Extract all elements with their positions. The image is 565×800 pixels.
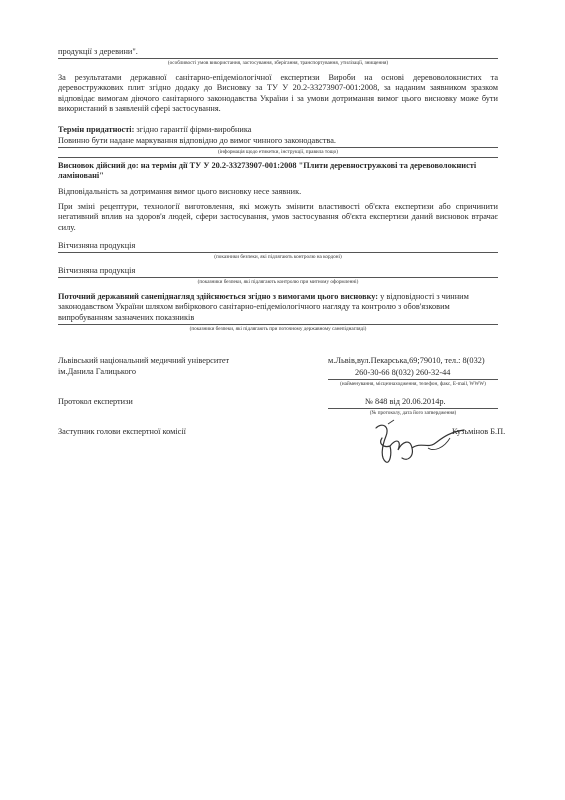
deputy-label: Заступник голови експертної комісії — [58, 427, 186, 436]
shelf-life-value: згідно гарантії фірми-виробника — [134, 125, 252, 134]
validity-statement: Висновок дійсний до: на термін дії ТУ У 20.2-33273907-001:2008 "Плити деревностружкові та деревоволокнисті ламіновані" — [58, 161, 477, 181]
divider — [58, 324, 498, 325]
supervision-label: Поточний державний санепіднагляд здійснюється згідно з вимогами цього висновку: — [58, 292, 379, 301]
divider — [58, 277, 498, 278]
marking-text: Повинно бути надане маркування відповідно до вимог чинного законодавства. — [58, 136, 336, 145]
org-address-line-1: м.Львів,вул.Пекарська,69;79010, тел.: 8(032) — [328, 356, 485, 365]
shelf-life-label: Термін придатності: — [58, 125, 135, 134]
supervision-text: у відповідності з чинним законодавством України шляхом вибіркового санітарно-епідеміологічного нагляду та контролю з обов'язковим випробуванням зазначених показників — [58, 292, 469, 322]
domestic-product-2: Вітчизняна продукція — [58, 266, 136, 275]
signatory-name: Кузьмінов Б.П. — [452, 427, 506, 436]
conclusion-paragraph: За результатами державної санітарно-епідеміологічної експертизи Вироби на основі деревоволокнистих та деревостружкових плит згідно додаку до Висновку за ТУ У 20.2-33273907-001:2008, за наданим заявником зразком відповідає вимогам діючого санітарного законодавства України і за умови дотримання вимог цього висновку може бути використаний в заявленій сфері застосування. — [58, 73, 498, 113]
supervision-paragraph — [58, 292, 498, 323]
shelf-life-line — [58, 125, 251, 135]
divider — [328, 408, 498, 409]
caption-address: (найменування, місцезнаходження, телефон, факс, E-mail, WWW) — [340, 381, 486, 387]
caption-border: (показники безпеки, які підлягають контролю на кордоні) — [214, 254, 342, 260]
responsibility-text: Відповідальність за дотримання вимог цього висновку несе заявник. — [58, 187, 302, 196]
protocol-value: № 848 від 20.06.2014р. — [365, 397, 446, 406]
caption-protocol: (№ протоколу, дата його затвердження) — [369, 410, 457, 416]
divider — [58, 147, 498, 148]
caption-supervision: (показники безпеки, які підлягають при поточному державному санепіднагляді) — [189, 326, 367, 332]
caption-usage: (особливості умов використання, застосування, зберігання, транспортування, утилізації, знищення) — [167, 60, 389, 66]
handwritten-signature — [368, 418, 488, 468]
org-address-line-2: 260-30-66 8(032) 260-32-44 — [355, 368, 451, 377]
org-name-line-1: Львівський національний медичний університет — [58, 356, 230, 365]
protocol-label: Протокол експертизи — [58, 397, 133, 406]
caption-info: (інформація щодо етикетки, інструкції, правила тощо) — [218, 149, 338, 155]
change-paragraph: При зміні рецептури, технології виготовлення, які можуть змінити властивості об'єкта експертизи або спричинити негативний вплив на здоров'я людей, сфери застосування, умов застосування об'єкта експертизи даний висновок втрачає силу. — [58, 202, 498, 232]
org-name-line-2: ім.Данила Галицького — [58, 367, 137, 376]
domestic-product-1: Вітчизняна продукція — [58, 241, 136, 250]
top-fragment: продукції з деревини". — [58, 47, 138, 56]
divider — [58, 58, 498, 59]
divider — [58, 157, 498, 158]
caption-customs: (показники безпеки, які підлягають контролю при митному оформленні) — [197, 279, 359, 285]
divider — [328, 379, 498, 380]
divider — [58, 252, 498, 253]
